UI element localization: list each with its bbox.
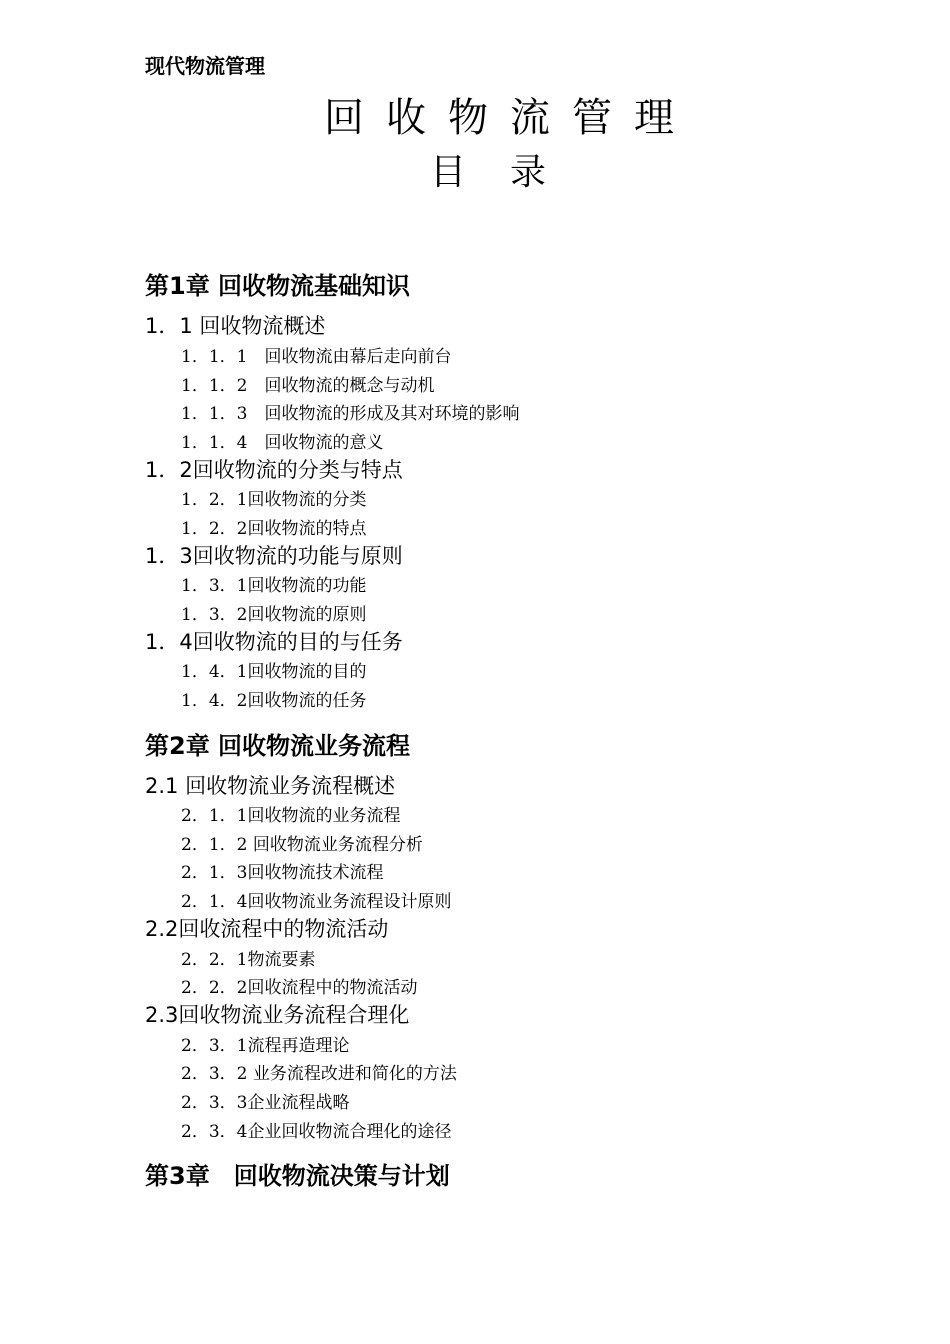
toc-chapter-2: 第2章 回收物流业务流程 xyxy=(145,732,411,760)
toc-subsection: 2．3．3企业流程战略 xyxy=(181,1093,350,1113)
toc-section: 1．2回收物流的分类与特点 xyxy=(145,458,403,482)
toc-subsection: 2．2．2回收流程中的物流活动 xyxy=(181,978,418,998)
toc-section: 2.1 回收物流业务流程概述 xyxy=(145,774,396,798)
toc-subsection: 1．1．4 回收物流的意义 xyxy=(181,433,384,453)
toc-subsection: 1．4．2回收物流的任务 xyxy=(181,691,367,711)
toc-subsection: 1．4．1回收物流的目的 xyxy=(181,662,367,682)
toc-subsection: 1．2．2回收物流的特点 xyxy=(181,519,367,539)
toc-subsection: 2．1．1回收物流的业务流程 xyxy=(181,806,401,826)
page-header: 现代物流管理 xyxy=(145,54,265,78)
toc-subsection: 1．1．3 回收物流的形成及其对环境的影响 xyxy=(181,404,520,424)
toc-subsection: 2．3．4企业回收物流合理化的途径 xyxy=(181,1122,452,1142)
toc-subsection: 2．3．1流程再造理论 xyxy=(181,1036,350,1056)
toc-subsection: 1．1．2 回收物流的概念与动机 xyxy=(181,376,435,396)
toc-chapter-1: 第1章 回收物流基础知识 xyxy=(145,272,411,300)
toc-subsection: 2．1．2 回收物流业务流程分析 xyxy=(181,835,423,855)
toc-subsection: 2．3．2 业务流程改进和简化的方法 xyxy=(181,1064,457,1084)
toc-section: 2.2回收流程中的物流活动 xyxy=(145,917,389,941)
toc-subsection: 2．1．3回收物流技术流程 xyxy=(181,863,384,883)
toc-subsection: 1．1．1 回收物流由幕后走向前台 xyxy=(181,347,452,367)
document-title: 回收物流管理 xyxy=(324,95,696,141)
toc-heading: 目录 xyxy=(429,152,590,193)
toc-subsection: 2．2．1物流要素 xyxy=(181,950,316,970)
toc-chapter-3: 第3章 回收物流决策与计划 xyxy=(145,1162,450,1190)
toc-subsection: 2．1．4回收物流业务流程设计原则 xyxy=(181,892,452,912)
toc-subsection: 1．3．1回收物流的功能 xyxy=(181,576,367,596)
toc-subsection: 1．3．2回收物流的原则 xyxy=(181,605,367,625)
toc-section: 2.3回收物流业务流程合理化 xyxy=(145,1003,410,1027)
toc-section: 1．4回收物流的目的与任务 xyxy=(145,630,403,654)
toc-section: 1．1 回收物流概述 xyxy=(145,314,326,338)
toc-subsection: 1．2．1回收物流的分类 xyxy=(181,490,367,510)
toc-section: 1．3回收物流的功能与原则 xyxy=(145,544,403,568)
